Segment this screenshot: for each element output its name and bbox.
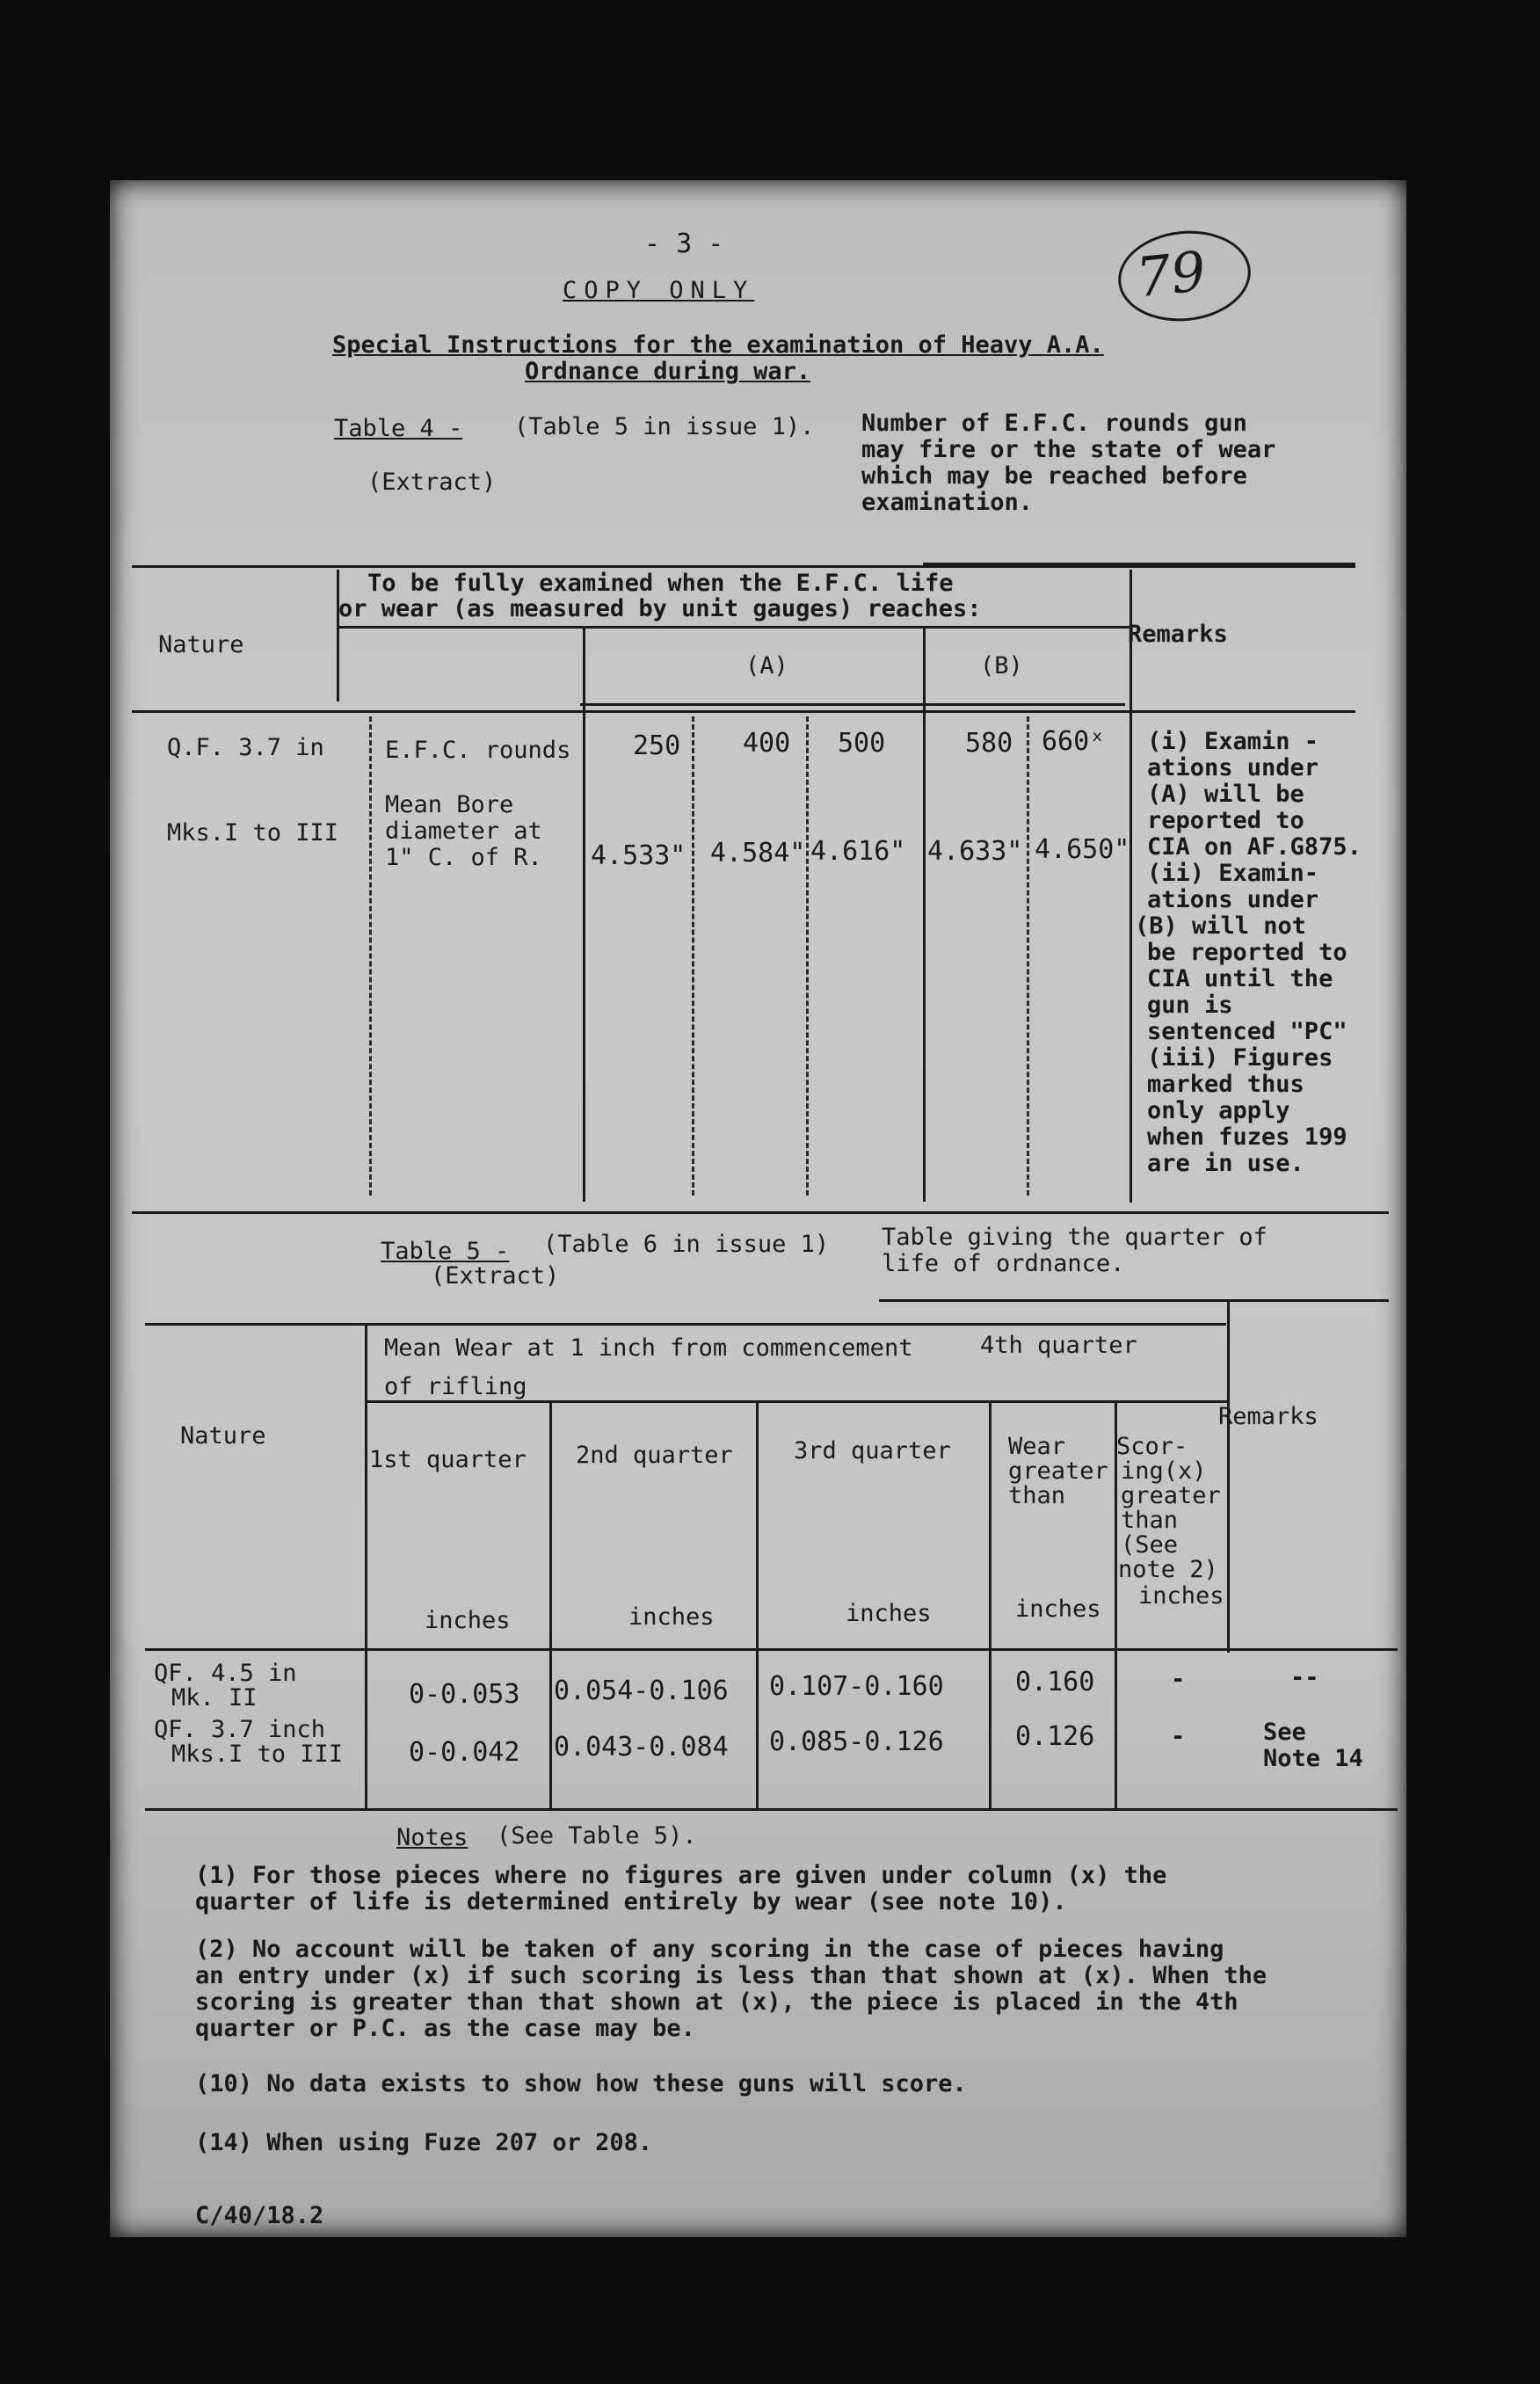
table5-col-nature: Nature bbox=[180, 1422, 266, 1450]
table5-col-wear-line: Wear bbox=[1008, 1433, 1066, 1460]
table4-col-rule bbox=[337, 570, 339, 701]
table4-desc-line: Number of E.F.C. rounds gun bbox=[861, 410, 1247, 437]
table5-unit-label: inches bbox=[425, 1607, 511, 1634]
table4-col-examined-line2: or wear (as measured by unit gauges) reaches: bbox=[338, 595, 982, 622]
table4-extract: (Extract) bbox=[367, 469, 497, 496]
table5-row2-remarks-line2: Note 14 bbox=[1263, 1745, 1363, 1772]
table4-remarks-line: ations under bbox=[1147, 754, 1319, 781]
table4-bottom-rule bbox=[132, 1211, 1389, 1214]
folio-number: 79 bbox=[1133, 238, 1209, 310]
table4-remarks-line: (i) Examin - bbox=[1147, 728, 1319, 755]
document-title-line2: Ordnance during war. bbox=[525, 358, 811, 385]
table4-remarks-line: sentenced "PC" bbox=[1147, 1018, 1348, 1045]
table5-row1-nature-line1: QF. 4.5 in bbox=[154, 1660, 297, 1687]
table5-col-scoring-line: than bbox=[1121, 1507, 1179, 1534]
table5-desc-line: life of ordnance. bbox=[882, 1250, 1125, 1277]
table4-subhead-rule bbox=[338, 626, 1130, 629]
table5-col-wear-line: greater bbox=[1008, 1457, 1108, 1485]
table4-col-rule bbox=[923, 626, 926, 1202]
table5-col-wear-line: than bbox=[1008, 1482, 1066, 1509]
table4-row2-label-line: Mean Bore bbox=[385, 791, 514, 818]
table5-col-scoring-line: (See bbox=[1121, 1531, 1179, 1559]
table5-col-scoring-line: note 2) bbox=[1118, 1556, 1218, 1583]
table5-col-remarks: Remarks bbox=[1218, 1403, 1318, 1430]
table5-row1-wear: 0.160 bbox=[1015, 1667, 1095, 1697]
page-number: - 3 - bbox=[644, 229, 724, 259]
notes-heading: Notes bbox=[396, 1824, 469, 1851]
table5-bottom-rule bbox=[145, 1808, 1398, 1811]
table4-remarks-line: (B) will not bbox=[1135, 912, 1307, 940]
table5-col-scoring-line: ing(x) bbox=[1121, 1457, 1207, 1485]
table5-row2-q3: 0.085-0.126 bbox=[769, 1726, 944, 1757]
table4-remarks-line: (ii) Examin- bbox=[1147, 860, 1319, 887]
table5-row2-q1: 0-0.042 bbox=[409, 1737, 520, 1768]
document-title-line1: Special Instructions for the examination of Heavy A.A. bbox=[332, 331, 1104, 359]
table4-rounds-cell: 250 bbox=[633, 730, 681, 761]
table5-label: Table 5 - bbox=[381, 1238, 510, 1265]
table5-row1-q1: 0-0.053 bbox=[409, 1679, 520, 1710]
table5-row2-nature-line1: QF. 3.7 inch bbox=[154, 1716, 326, 1743]
table5-unit-label: inches bbox=[1138, 1582, 1224, 1610]
note-2-line: (2) No account will be taken of any scoring in the case of pieces having bbox=[195, 1936, 1224, 1963]
table4-remarks-line: marked thus bbox=[1147, 1071, 1304, 1098]
table4-remarks-line: when fuzes 199 bbox=[1147, 1123, 1348, 1151]
notes-heading-suffix: (See Table 5). bbox=[497, 1822, 697, 1850]
note-2-line: scoring is greater than that shown at (x), the piece is placed in the 4th bbox=[195, 1988, 1239, 2016]
table5-col-scoring-line: Scor- bbox=[1116, 1433, 1188, 1460]
table4-remarks-line: CIA until the bbox=[1147, 965, 1333, 992]
table5-col-rule bbox=[1115, 1402, 1117, 1808]
table4-col-remarks: Remarks bbox=[1128, 621, 1228, 648]
table4-diameter-cell: 4.533" bbox=[591, 840, 686, 871]
table4-remarks-line: (A) will be bbox=[1147, 781, 1304, 808]
table5-col-rule bbox=[1227, 1301, 1230, 1653]
table4-nature-line2: Mks.I to III bbox=[167, 819, 339, 847]
table4-col-rule bbox=[1130, 570, 1132, 1203]
table4-desc-line: examination. bbox=[861, 489, 1034, 516]
table5-header-rule bbox=[145, 1648, 1398, 1651]
table5-row2-scoring: - bbox=[1171, 1723, 1186, 1750]
table4-col-b: (B) bbox=[980, 652, 1023, 680]
table5-col-rule bbox=[989, 1402, 992, 1808]
table4-nature-line1: Q.F. 3.7 in bbox=[167, 734, 324, 761]
table5-top-rule-right bbox=[879, 1299, 1389, 1302]
table4-top-rule-right bbox=[923, 563, 1355, 565]
table4-dashed-rule bbox=[1027, 716, 1029, 1196]
table4-rounds-cell: 580 bbox=[965, 728, 1013, 759]
table5-row2-nature-line2: Mks.I to III bbox=[171, 1741, 344, 1768]
table5-row1-q2: 0.054-0.106 bbox=[554, 1675, 729, 1706]
table5-col-mean-wear-line2: of rifling bbox=[384, 1373, 527, 1400]
table4-diameter-cell: 4.650" bbox=[1035, 834, 1130, 865]
table4-label: Table 4 - bbox=[334, 415, 463, 442]
table4-diameter-cell: 4.616" bbox=[810, 836, 906, 867]
table4-top-rule bbox=[132, 565, 1355, 568]
table4-value-rule bbox=[580, 703, 1125, 706]
table4-row2-label-line: 1" C. of R. bbox=[385, 844, 542, 871]
table5-unit-label: inches bbox=[1015, 1595, 1101, 1623]
table4-rounds-cell: 400 bbox=[743, 728, 791, 759]
copy-only-heading: COPY ONLY bbox=[563, 277, 755, 304]
note-2-line: an entry under (x) if such scoring is less than that shown at (x). When the bbox=[195, 1962, 1268, 1989]
table4-rounds-cell: 660ˣ bbox=[1042, 726, 1106, 757]
table4-rounds-cell: 500 bbox=[838, 728, 886, 759]
table4-remarks-line: ations under bbox=[1147, 886, 1319, 913]
table5-unit-label: inches bbox=[628, 1603, 715, 1631]
table4-col-rule bbox=[583, 626, 585, 1202]
table5-col-scoring-line: greater bbox=[1121, 1482, 1221, 1509]
note-1-line: (1) For those pieces where no figures are given under column (x) the bbox=[195, 1862, 1167, 1889]
table5-col-4th-quarter: 4th quarter bbox=[980, 1332, 1137, 1359]
table5-top-rule bbox=[145, 1323, 1226, 1326]
table5-col-rule bbox=[549, 1402, 552, 1808]
table4-row2-label-line: diameter at bbox=[385, 818, 542, 845]
table5-unit-label: inches bbox=[846, 1600, 932, 1627]
table4-remarks-line: reported to bbox=[1147, 807, 1304, 834]
table4-issue-ref: (Table 5 in issue 1). bbox=[514, 413, 815, 440]
table4-remarks-line: are in use. bbox=[1147, 1150, 1304, 1177]
table4-dashed-rule bbox=[692, 716, 694, 1196]
table5-col-rule bbox=[365, 1323, 367, 1808]
table4-diameter-cell: 4.584" bbox=[710, 838, 806, 869]
table4-col-nature: Nature bbox=[158, 631, 244, 658]
table4-remarks-line: be reported to bbox=[1147, 939, 1348, 966]
table5-row2-q2: 0.043-0.084 bbox=[554, 1732, 729, 1763]
table5-issue-ref: (Table 6 in issue 1) bbox=[543, 1231, 830, 1258]
document-reference: C/40/18.2 bbox=[195, 2202, 324, 2229]
note-14: (14) When using Fuze 207 or 208. bbox=[195, 2129, 653, 2156]
table5-col-rule bbox=[756, 1402, 759, 1808]
table5-desc-line: Table giving the quarter of bbox=[882, 1224, 1268, 1251]
table5-row1-nature-line2: Mk. II bbox=[171, 1684, 258, 1712]
table5-row1-scoring: - bbox=[1171, 1666, 1186, 1693]
table5-col-q2: 2nd quarter bbox=[576, 1442, 733, 1469]
table5-col-mean-wear-line1: Mean Wear at 1 inch from commencement bbox=[384, 1334, 913, 1362]
table4-col-a: (A) bbox=[745, 652, 788, 680]
table5-extract: (Extract) bbox=[431, 1262, 560, 1290]
table4-remarks-line: only apply bbox=[1147, 1097, 1290, 1124]
table4-diameter-cell: 4.633" bbox=[927, 836, 1023, 867]
table4-col-examined-line1: To be fully examined when the E.F.C. life bbox=[367, 570, 954, 597]
table5-row1-q3: 0.107-0.160 bbox=[769, 1671, 944, 1702]
table5-row1-remarks: -- bbox=[1290, 1664, 1319, 1691]
table4-desc-line: which may be reached before bbox=[861, 462, 1247, 490]
note-1-line: quarter of life is determined entirely by wear (see note 10). bbox=[195, 1888, 1067, 1915]
table4-remarks-line: (iii) Figures bbox=[1147, 1044, 1333, 1072]
table5-row2-wear: 0.126 bbox=[1015, 1721, 1095, 1752]
table5-row2-remarks-line1: See bbox=[1263, 1719, 1306, 1746]
table5-col-q1: 1st quarter bbox=[369, 1446, 527, 1473]
table5-subhead-rule bbox=[367, 1400, 1227, 1403]
table4-dashed-rule bbox=[369, 716, 372, 1196]
table4-header-rule bbox=[132, 710, 1355, 713]
table4-remarks-line: CIA on AF.G875. bbox=[1147, 833, 1362, 861]
table5-col-q3: 3rd quarter bbox=[794, 1437, 951, 1465]
table4-dashed-rule bbox=[806, 716, 809, 1196]
table4-desc-line: may fire or the state of wear bbox=[861, 436, 1276, 463]
table4-remarks-line: gun is bbox=[1147, 992, 1233, 1019]
note-2-line: quarter or P.C. as the case may be. bbox=[195, 2015, 695, 2042]
table4-row1-label: E.F.C. rounds bbox=[385, 737, 571, 764]
note-10: (10) No data exists to show how these guns will score. bbox=[195, 2070, 967, 2097]
